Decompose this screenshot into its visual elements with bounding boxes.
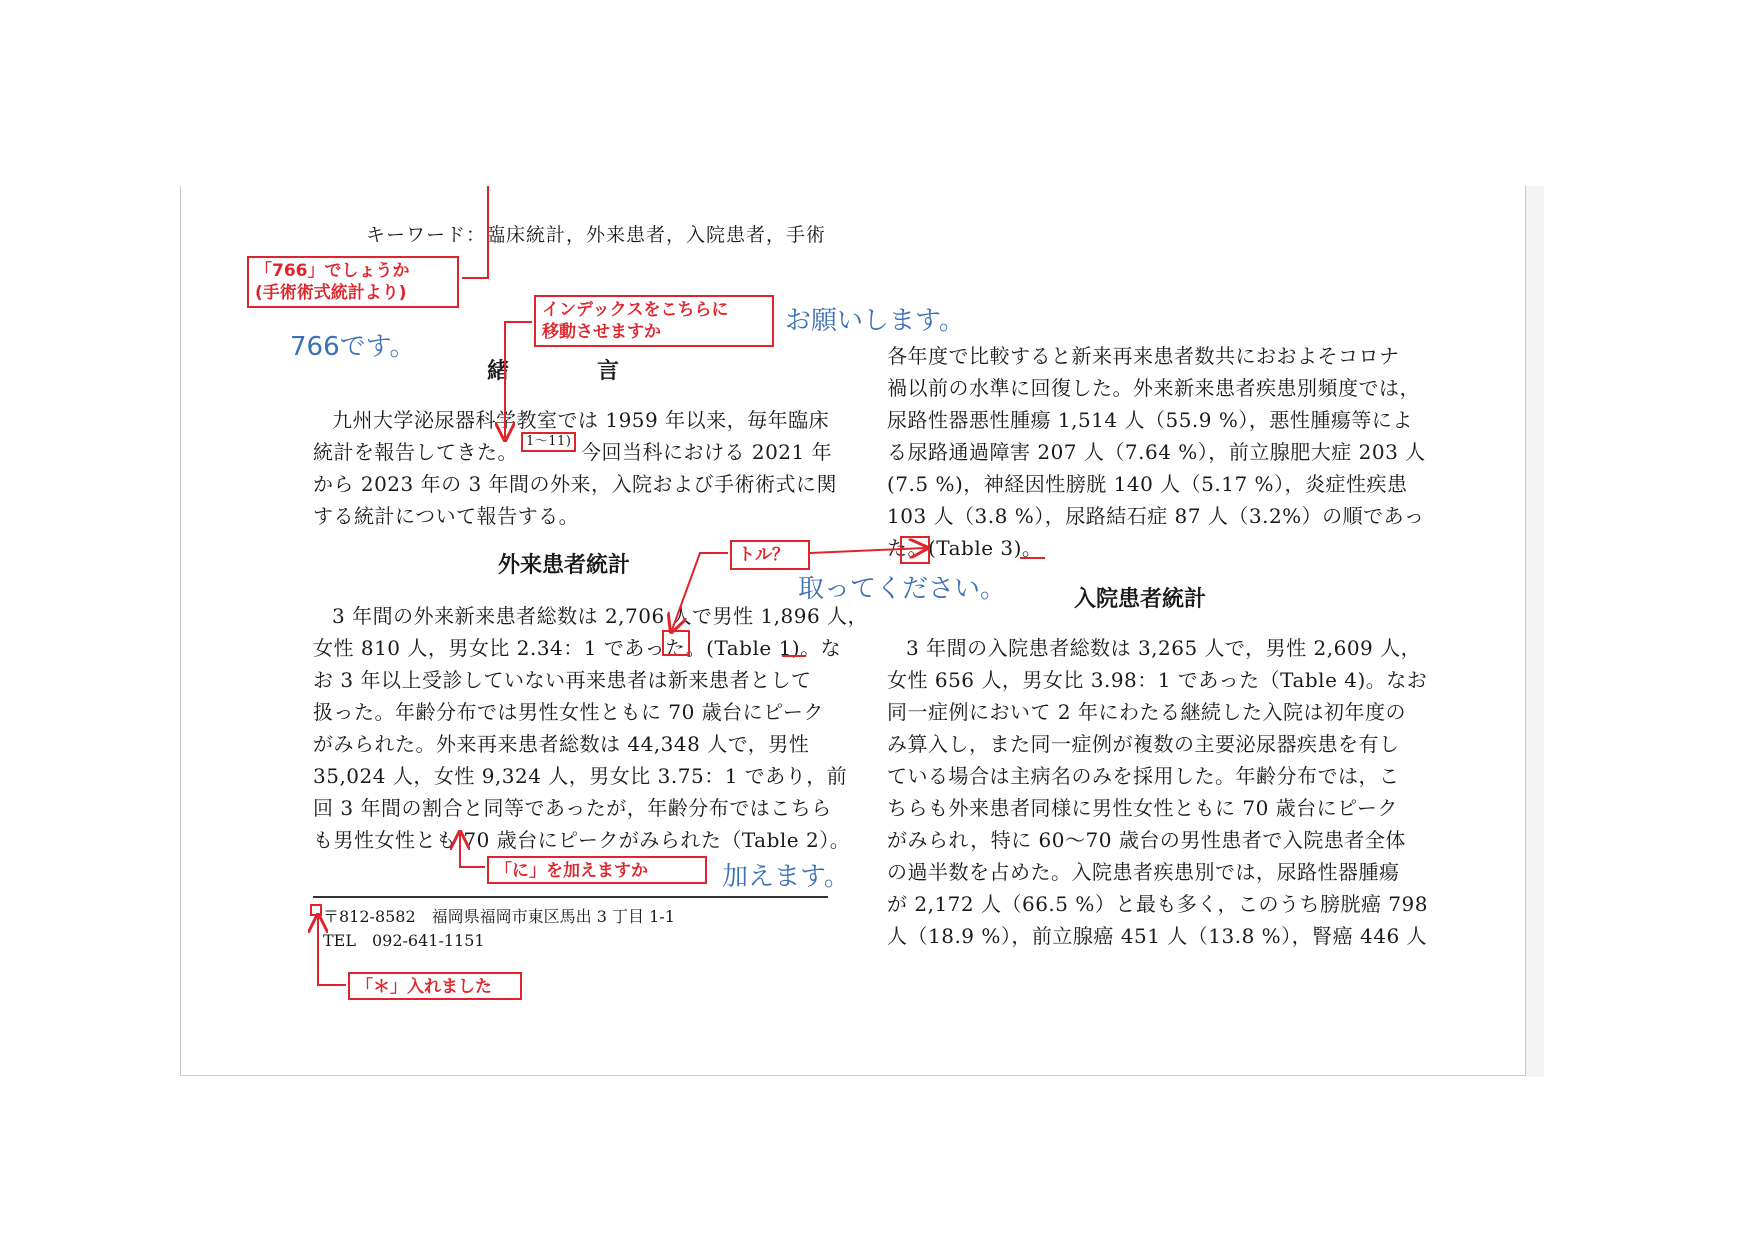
right-line: 各年度で比較すると新来再来患者数共におおよそコロナ (887, 344, 1400, 368)
outpatient-line: 女性 810 人，男女比 2.34：1 であった。(Table 1)。な (313, 636, 842, 660)
right-line: 103 人（3.8 %），尿路結石症 87 人（3.2%）の順であっ (887, 504, 1425, 528)
inpatient-line: の過半数を占めた。入院患者疾患別では，尿路性器腫瘍 (887, 860, 1400, 884)
intro-line: 今回当科における 2021 年 (581, 440, 833, 464)
query-note-asterisk[interactable]: 「＊」入れました (348, 972, 522, 1000)
keywords-line: キーワード：臨床統計，外来患者，入院患者，手術 (366, 224, 827, 246)
page-edge-shadow (1526, 186, 1544, 1077)
outpatient-line: 35,024 人，女性 9,324 人，男女比 3.75：1 であり，前 (313, 764, 848, 788)
citation-ref: 1～11) (521, 432, 576, 452)
inpatient-line: ている場合は主病名のみを採用した。年齢分布では，こ (887, 764, 1400, 788)
asterisk-mark-box[interactable] (310, 904, 322, 916)
outpatient-line: 3 年間の外来新来患者総数は 2,706 人で男性 1,896 人， (332, 604, 869, 628)
reply-index: お願いします。 (785, 306, 965, 336)
right-line: た。(Table 3)。 (887, 536, 1043, 560)
intro-line: から 2023 年の 3 年間の外来，入院および手術術式に関 (313, 472, 838, 496)
query-note-ni[interactable]: 「に」を加えますか (487, 856, 707, 884)
outpatient-line: がみられた。外来再来患者総数は 44,348 人で，男性 (313, 732, 810, 756)
intro-line: する統計について報告する。 (313, 504, 580, 528)
intro-line: 九州大学泌尿器科学教室では 1959 年以来，毎年臨床 (332, 408, 830, 432)
query-note-766-line1: 「766」でしょうか (255, 261, 410, 281)
reply-ni: 加えます。 (722, 862, 850, 892)
punctuation-mark-box[interactable] (900, 536, 930, 564)
right-line: 尿路性器悪性腫瘍 1,514 人（55.9 %），悪性腫瘍等によ (887, 408, 1413, 432)
inpatient-line: 女性 656 人，男女比 3.98：1 であった（Table 4)。なお (887, 668, 1428, 692)
intro-heading: 緒 言 (487, 359, 620, 384)
footnote-tel: TEL 092-641-1151 (323, 931, 485, 950)
punctuation-mark-box[interactable] (662, 630, 690, 656)
query-note-index-line2: 移動させますか (542, 322, 661, 342)
outpatient-line: お 3 年以上受診していない再来患者は新来患者として (313, 668, 812, 692)
inpatient-line: み算入し，また同一症例が複数の主要泌尿器疾患を有し (887, 732, 1400, 756)
outpatient-line: 回 3 年間の割合と同等であったが，年齢分布ではこちら (313, 796, 832, 820)
footnote-address: 〒812-8582 福岡県福岡市東区馬出 3 丁目 1-1 (323, 907, 675, 926)
footnote-rule (313, 896, 828, 898)
query-note-766[interactable] (247, 256, 459, 308)
query-note-index[interactable] (534, 295, 774, 347)
outpatient-line: も男性女性とも 70 歳台にピークがみられた（Table 2）。 (313, 828, 851, 852)
right-line: (7.5 %)，神経因性膀胱 140 人（5.17 %），炎症性疾患 (887, 472, 1408, 496)
query-note-766-line2: (手術術式統計より) (255, 283, 407, 303)
outpatient-line: 扱った。年齢分布では男性女性ともに 70 歳台にピーク (313, 700, 824, 724)
reply-toru: 取ってください。 (798, 574, 1007, 604)
query-note-index-line1: インデックスをこちらに (542, 300, 729, 320)
inpatient-line: 人（18.9 %），前立腺癌 451 人（13.8 %），腎癌 446 人 (887, 924, 1428, 948)
inpatient-line: 3 年間の入院患者総数は 3,265 人で，男性 2,609 人， (906, 636, 1422, 660)
right-line: る尿路通過障害 207 人（7.64 %），前立腺肥大症 203 人 (887, 440, 1426, 464)
intro-line: 統計を報告してきた。 (313, 440, 518, 464)
reply-766: 766です。 (290, 332, 416, 362)
right-line: 禍以前の水準に回復した。外来新来患者疾患別頻度では， (887, 376, 1420, 400)
inpatient-heading: 入院患者統計 (1074, 587, 1207, 612)
inpatient-line: が 2,172 人（66.5 %）と最も多く，このうち膀胱癌 798 (887, 892, 1428, 916)
query-note-toru[interactable]: トル？ (730, 540, 810, 570)
outpatient-heading: 外来患者統計 (498, 553, 631, 578)
inpatient-line: がみられ，特に 60～70 歳台の男性患者で入院患者全体 (887, 828, 1406, 852)
inpatient-line: 同一症例において 2 年にわたる継続した入院は初年度の (887, 700, 1406, 724)
inpatient-line: ちらも外来患者同様に男性女性ともに 70 歳台にピーク (887, 796, 1398, 820)
